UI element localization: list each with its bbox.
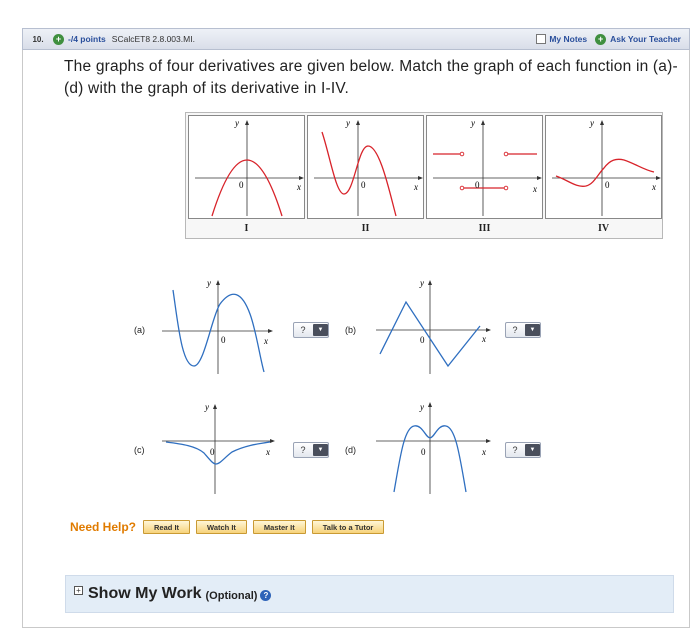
points-link[interactable]: -/4 points bbox=[68, 34, 106, 44]
axis-y-label: y bbox=[207, 278, 211, 288]
origin-label: 0 bbox=[475, 180, 480, 190]
question-source: SCalcET8 2.8.003.MI. bbox=[111, 34, 195, 44]
function-graph-b bbox=[374, 274, 496, 376]
select-answer-d[interactable]: ? ▼ bbox=[505, 442, 541, 458]
axis-y-label: y bbox=[235, 118, 239, 128]
derivative-label-iv: IV bbox=[597, 223, 610, 234]
axis-x-label: x bbox=[533, 184, 537, 194]
axis-y-label: y bbox=[346, 118, 350, 128]
question-header bbox=[22, 28, 690, 50]
axis-y-label: y bbox=[471, 118, 475, 128]
chevron-down-icon[interactable]: ▼ bbox=[525, 324, 540, 336]
axis-x-label: x bbox=[414, 182, 418, 192]
axis-y-label: y bbox=[590, 118, 594, 128]
origin-label: 0 bbox=[420, 335, 425, 345]
help-question-icon[interactable]: ? bbox=[260, 590, 271, 601]
axis-y-label: y bbox=[420, 402, 424, 412]
expand-plus-icon[interactable]: + bbox=[53, 34, 64, 45]
header-actions bbox=[536, 34, 689, 45]
function-graph-d bbox=[374, 398, 496, 498]
function-graph-a bbox=[160, 274, 278, 376]
chevron-down-icon[interactable]: ▼ bbox=[525, 444, 540, 456]
origin-label: 0 bbox=[421, 447, 426, 457]
question-text: The graphs of four derivatives are given below. Match the graph of each function in (a)-(d) with the graph of its derivative in I-IV. bbox=[64, 58, 678, 97]
derivative-label-iii: III bbox=[478, 223, 491, 234]
select-answer-c[interactable]: ? ▼ bbox=[293, 442, 329, 458]
axis-x-label: x bbox=[266, 447, 270, 457]
ask-teacher-link[interactable]: Ask Your Teacher bbox=[610, 34, 681, 44]
axis-x-label: x bbox=[264, 336, 268, 346]
derivative-label-ii: II bbox=[361, 223, 370, 234]
derivative-label-i: I bbox=[244, 223, 249, 234]
function-label-d: (d) bbox=[345, 445, 356, 455]
function-graph-c bbox=[160, 398, 280, 498]
axis-x-label: x bbox=[652, 182, 656, 192]
need-help-label: Need Help? bbox=[70, 520, 137, 534]
origin-label: 0 bbox=[361, 180, 366, 190]
chevron-down-icon[interactable]: ▼ bbox=[313, 444, 328, 456]
ask-teacher-plus-icon[interactable]: + bbox=[595, 34, 606, 45]
expand-toggle-icon[interactable]: + bbox=[74, 586, 83, 595]
watch-it-button[interactable]: Watch It bbox=[196, 520, 247, 534]
master-it-button[interactable]: Master It bbox=[253, 520, 306, 534]
function-label-a: (a) bbox=[134, 325, 145, 335]
origin-label: 0 bbox=[210, 447, 215, 457]
axis-x-label: x bbox=[482, 334, 486, 344]
select-answer-b[interactable]: ? ▼ bbox=[505, 322, 541, 338]
axis-x-label: x bbox=[482, 447, 486, 457]
axis-y-label: y bbox=[420, 278, 424, 288]
optional-label: (Optional) bbox=[205, 589, 258, 602]
derivative-graph-iv bbox=[545, 115, 662, 219]
question-number: 10. bbox=[32, 34, 44, 44]
origin-label: 0 bbox=[221, 335, 226, 345]
derivative-graph-iii bbox=[426, 115, 543, 219]
need-help-bar bbox=[70, 520, 390, 534]
select-answer-a[interactable]: ? ▼ bbox=[293, 322, 329, 338]
show-my-work-title[interactable]: Show My Work bbox=[88, 585, 202, 602]
axis-x-label: x bbox=[297, 182, 301, 192]
origin-label: 0 bbox=[605, 180, 610, 190]
derivative-graphs-panel bbox=[185, 112, 663, 239]
derivative-graph-ii bbox=[307, 115, 424, 219]
my-notes-link[interactable]: My Notes bbox=[549, 34, 588, 44]
origin-label: 0 bbox=[239, 180, 244, 190]
chevron-down-icon[interactable]: ▼ bbox=[313, 324, 328, 336]
show-my-work-panel bbox=[65, 575, 674, 613]
function-label-c: (c) bbox=[134, 445, 145, 455]
talk-to-tutor-button[interactable]: Talk to a Tutor bbox=[312, 520, 385, 534]
axis-y-label: y bbox=[205, 402, 209, 412]
function-label-b: (b) bbox=[345, 325, 356, 335]
notes-checkbox-icon[interactable] bbox=[536, 34, 546, 44]
read-it-button[interactable]: Read It bbox=[143, 520, 190, 534]
derivative-graph-i bbox=[188, 115, 305, 219]
